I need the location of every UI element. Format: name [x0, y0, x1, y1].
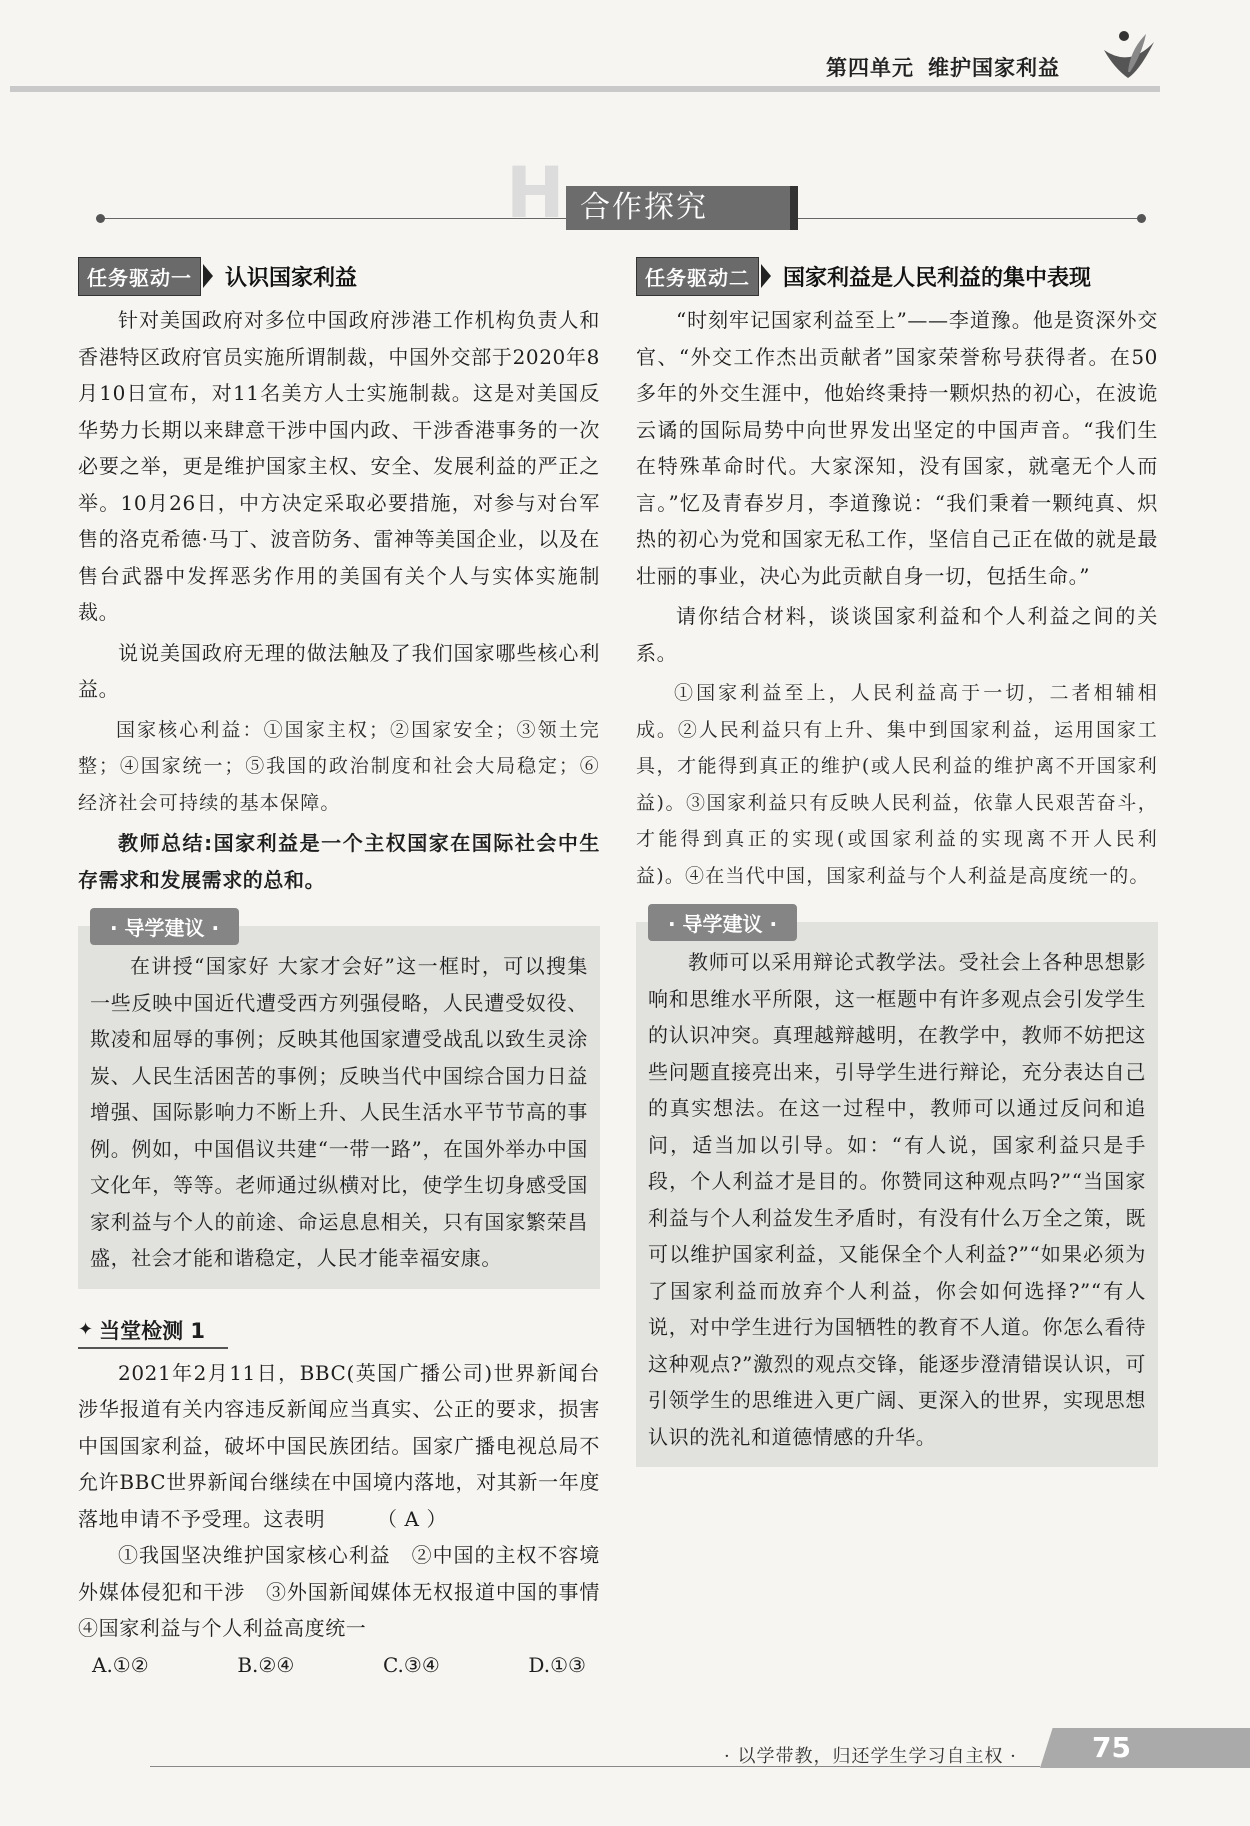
question-prompt: 说说美国政府无理的做法触及了我们国家哪些核心利益。 [78, 640, 600, 701]
answer-text: ①国家利益至上，人民利益高于一切，二者相辅相成。②人民利益只有上升、集中到国家利益，运用国家工具，才能得到真正的维护(或人民利益的维护离不开国家利益)。③国家利益只有反映人民利益，依靠人民艰苦奋斗，才能得到真正的实现(或国家利益的实现离不开人民利益)。④在当代中国，国家利益与个人利益是高度统一的。 [636, 682, 1158, 887]
task-heading-1 [78, 256, 600, 296]
option-b: B.②④ [237, 1652, 295, 1677]
guide-tag: · 导学建议 · [648, 904, 797, 941]
quiz-statements: ①我国坚决维护国家核心利益 ②中国的主权不容境外媒体侵犯和干涉 ③外国新闻媒体无权报道中国的事情 ④国家利益与个人利益高度统一 [78, 1543, 621, 1640]
banner-letter: H [506, 152, 565, 234]
unit-number: 第四单元 [826, 56, 914, 80]
quiz-heading [78, 1313, 228, 1349]
task-title: 国家利益是人民利益的集中表现 [783, 265, 1092, 291]
unit-name: 维护国家利益 [928, 56, 1060, 80]
option-d: D.①③ [528, 1652, 586, 1677]
leaf-logo-icon [1100, 28, 1158, 86]
teacher-summary: 教师总结:国家利益是一个主权国家在国际社会中生存需求和发展需求的总和。 [78, 831, 600, 892]
option-c: C.③④ [382, 1652, 440, 1677]
header-rule [10, 86, 1160, 92]
footer-bar [1040, 1728, 1250, 1768]
option-a: A.①② [92, 1652, 149, 1677]
quiz-question: 2021年2月11日，BBC(英国广播公司)世界新闻台涉华报道有关内容违反新闻应当真实、公正的要求，损害中国国家利益，破坏中国民族团结。国家广播电视总局不允许BBC世界新闻台继续在中国境内落地，对其新一年度落地申请不予受理。这表明 （ A ） [78, 1360, 600, 1531]
task-tag: 任务驱动二 [636, 257, 759, 296]
arrow-icon [203, 264, 213, 288]
right-column [636, 256, 1158, 1467]
page-number: 75 [1092, 1731, 1131, 1764]
guide-box [78, 916, 600, 1289]
question-prompt: 请你结合材料，谈谈国家利益和个人利益之间的关系。 [636, 604, 1158, 665]
guide-tag: · 导学建议 · [90, 908, 239, 945]
material-paragraph: 针对美国政府对多位中国政府涉港工作机构负责人和香港特区政府官员实施所谓制裁，中国外交部于2020年8月10日宣布，对11名美方人士实施制裁。这是对美国反华势力长期以来肆意干涉中国内政、干涉香港事务的一次必要之举，更是维护国家主权、安全、发展利益的严正之举。10月26日，中方决定采取必要措施，对参与对台军售的洛克希德·马丁、波音防务、雷神等美国企业，以及在售台武器中发挥恶劣作用的美国有关个人与实体实施制裁。 [78, 308, 600, 624]
task-tag: 任务驱动一 [78, 257, 201, 296]
left-column [78, 256, 621, 1683]
arrow-icon [761, 264, 771, 288]
task-heading-2 [636, 256, 1158, 296]
guide-text: 在讲授“国家好 大家才会好”这一框时，可以搜集一些反映中国近代遭受西方列强侵略，人民遭受奴役、欺凌和屈辱的事例；反映其他国家遭受战乱以致生灵涂炭、人民生活困苦的事例；反映当代中国综合国力日益增强、国际影响力不断上升、人民生活水平节节高的事例。例如，中国倡议共建“一带一路”，在国外举办中国文化年，等等。老师通过纵横对比，使学生切身感受国家利益与个人的前途、命运息息相关，只有国家繁荣昌盛，社会才能和谐稳定，人民才能幸福安康。 [90, 954, 588, 1270]
quiz-options [78, 1647, 600, 1683]
guide-text: 教师可以采用辩论式教学法。受社会上各种思想影响和思维水平所限，这一框题中有许多观点会引发学生的认识冲突。真理越辩越明，在教学中，教师不妨把这些问题直接亮出来，引导学生进行辩论，充分表达自己的真实想法。在这一过程中，教师可以通过反问和追问，适当加以引导。如：“有人说，国家利益只是手段，个人利益才是目的。你赞同这种观点吗?”“当国家利益与个人利益发生矛盾时，有没有什么万全之策，既可以维护国家利益，又能保全个人利益?”“如果必须为了国家利益而放弃个人利益，你会如何选择?”“有人说，对中学生进行为国牺牲的教育不人道。你怎么看待这种观点?”激烈的观点交锋，能逐步澄清错误认识，可引领学生的思维进入更广阔、更深入的世界，实现思想认识的洗礼和道德情感的升华。 [648, 950, 1146, 1449]
unit-title [826, 52, 1060, 82]
star-icon: ✦ [78, 1319, 94, 1340]
material-paragraph: “时刻牢记国家利益至上”——李道豫。他是资深外交官、“外交工作杰出贡献者”国家荣誉称号获得者。在50多年的外交生涯中，他始终秉持一颗炽热的初心，在波诡云谲的国际局势中向世界发出坚定的中国声音。“我们生在特殊革命时代。大家深知，没有国家，就毫无个人而言。”忆及青春岁月，李道豫说：“我们秉着一颗纯真、炽热的初心为党和国家无私工作，坚信自己正在做的就是最壮丽的事业，决心为此贡献自身一切，包括生命。” [636, 308, 1158, 588]
footer-slogan: · 以学带教，归还学生学习自主权 · [724, 1746, 1017, 1767]
quiz-title: 当堂检测 1 [99, 1318, 206, 1343]
guide-box [636, 912, 1158, 1467]
task-title: 认识国家利益 [225, 265, 358, 291]
answer-text: 国家核心利益：①国家主权；②国家安全；③领土完整；④国家统一；⑤我国的政治制度和社会大局稳定；⑥经济社会可持续的基本保障。 [78, 718, 600, 814]
section-title: 合作探究 [580, 190, 708, 225]
